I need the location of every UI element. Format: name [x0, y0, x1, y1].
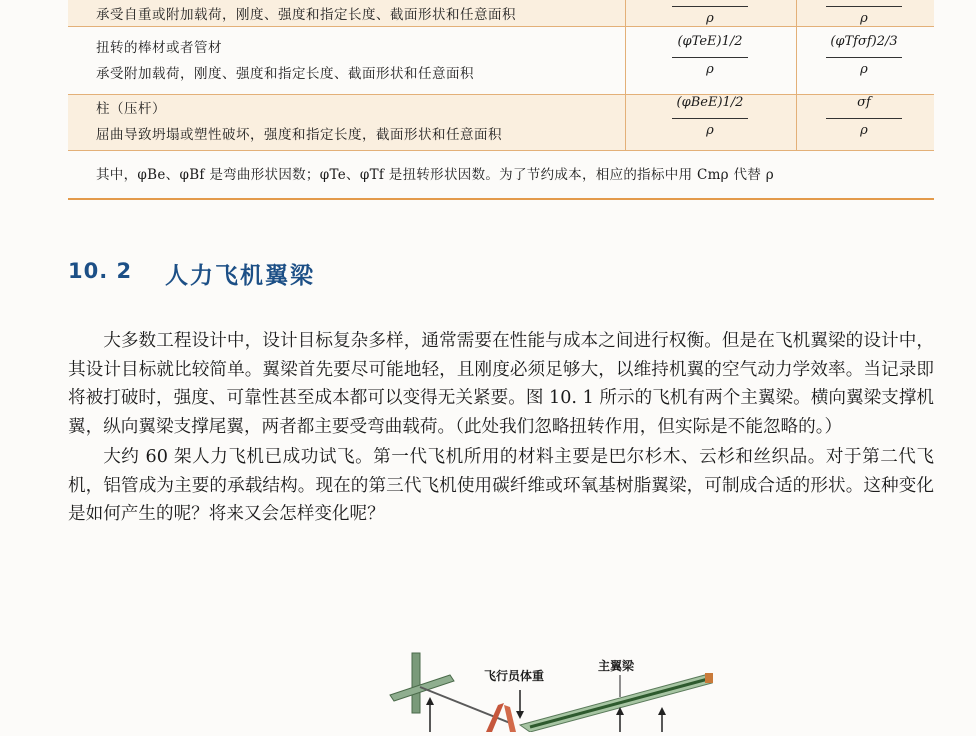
row3-description: 屈曲导致坍塌或塑性破坏，强度和指定长度，截面形状和任意面积: [96, 127, 502, 143]
row2-index-a: (φTeE)1/2 ρ: [640, 33, 780, 78]
figure-label-main-spar: 主翼梁: [598, 659, 635, 673]
table-bottom-rule: [68, 198, 934, 200]
table-note: 其中，φBe、φBf 是弯曲形状因数；φTe、φTf 是扭转形状因数。为了节约成本，相应的指标中用 Cmρ 代替 ρ: [96, 167, 774, 183]
row3-index-a: (φBeE)1/2 ρ: [640, 94, 780, 139]
row1-index-a: ρ: [640, 0, 780, 27]
row3-index-b: σf ρ: [794, 94, 934, 139]
row3-title: 柱（压杆）: [96, 101, 166, 117]
aircraft-illustration: [380, 645, 740, 732]
section-number: 10. 2: [68, 259, 133, 283]
body-text: [68, 327, 934, 529]
row1-description: 承受自重或附加载荷，刚度、强度和指定长度、截面形状和任意面积: [96, 7, 516, 23]
row2-index-b: (φTfσf)2/3 ρ: [794, 33, 934, 78]
paragraph-1: 大多数工程设计中，设计目标复杂多样，通常需要在性能与成本之间进行权衡。但是在飞机翼梁的设计中，其设计目标就比较简单。翼梁首先要尽可能地轻，且刚度必须足够大，以维持机翼的空气动力学效率。当记录即将被打破时，强度、可靠性甚至成本都可以变得无关紧要。图 10. 1 所示的飞机有两个主翼梁。横向翼梁支撑机翼，纵向翼梁支撑尾翼，两者都主要受弯曲载荷。（此处我们忽略扭转作用，但实际是不能忽略的。）: [68, 331, 934, 437]
paragraph-2: 大约 60 架人力飞机已成功试飞。第一代飞机所用的材料主要是巴尔杉木、云杉和丝织品。对于第二代飞机，铝管成为主要的承载结构。现在的第三代飞机使用碳纤维或环氧基树脂翼梁，可制成合适的形状。这种变化是如何产生的呢？将来又会怎样变化呢？: [68, 447, 934, 524]
aircraft-figure: [380, 645, 740, 732]
row2-description: 承受附加载荷，刚度、强度和指定长度、截面形状和任意面积: [96, 66, 474, 82]
row1-index-b: ρ: [794, 0, 934, 27]
row2-title: 扭转的棒材或者管材: [96, 40, 222, 56]
section-title: 人力飞机翼梁: [165, 263, 315, 289]
figure-label-pilot-weight: 飞行员体重: [484, 669, 545, 683]
material-index-table: [68, 0, 934, 200]
